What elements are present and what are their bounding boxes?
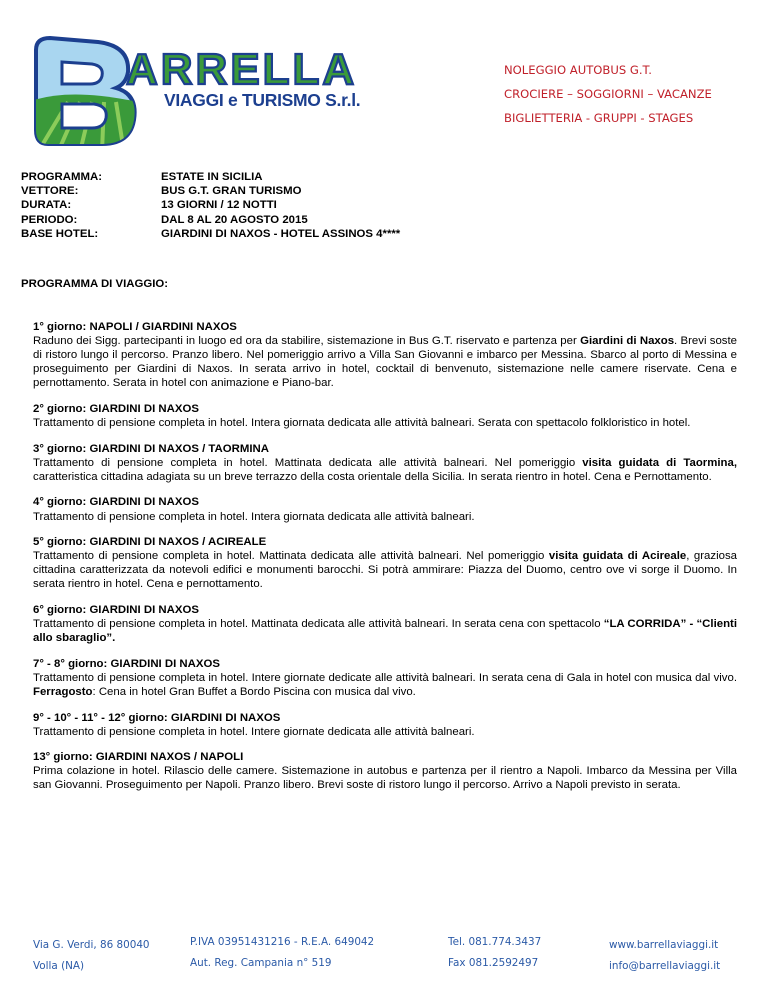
day-entry (33, 402, 737, 430)
day-description (33, 671, 737, 699)
day-text-segment: Raduno dei Sigg. partecipanti in luogo ed ora da stabilire, sistemazione in Bus G.T. riservato e partenza per (33, 335, 581, 348)
day-highlight: Giardini di Naxos (580, 335, 675, 348)
day-highlight: visita guidata di Acireale (548, 550, 687, 563)
email-link[interactable]: info@barrellaviaggi.it (609, 960, 721, 972)
registration-text: Aut. Reg. Campania n° 519 (190, 957, 332, 969)
footer-phone (448, 932, 541, 974)
info-key: PERIODO: (21, 213, 78, 226)
program-info (21, 170, 400, 241)
day-entry (33, 657, 737, 699)
day-title: 13° giorno: GIARDINI NAXOS / NAPOLI (33, 751, 244, 764)
info-key: VETTORE: (21, 185, 79, 198)
logo-subtitle: VIAGGI e TURISMO S.r.l. (164, 90, 361, 110)
address-line: Volla (NA) (33, 960, 85, 972)
day-entry (33, 603, 737, 645)
day-text-segment: Trattamento di pensione completa in hotel. Intera giornata dedicata alle attività balneari. (33, 510, 475, 523)
day-title: 1° giorno: NAPOLI / GIARDINI NAXOS (33, 321, 237, 333)
address-line: Via G. Verdi, 86 80040 (33, 939, 150, 951)
info-row (21, 184, 400, 198)
info-value: ESTATE IN SICILIA (161, 171, 263, 183)
day-text-segment: , graziosa cittadina caratterizzata da notevoli edifici e monumenti barocchi. Si potrà ammirare: Piazza del Duomo, centro ove vi sorge il Duomo. In serata rientro in hotel. Cena e pernottamento. (33, 550, 737, 591)
info-value: GIARDINI DI NAXOS - HOTEL ASSINOS 4**** (161, 227, 401, 240)
day-description (33, 764, 737, 792)
services-list (504, 58, 712, 130)
itinerary (33, 320, 737, 804)
day-entry (33, 442, 737, 484)
day-highlight: visita guidata di Taormina, (582, 456, 737, 469)
info-row (21, 213, 400, 227)
footer-company-ids (190, 932, 374, 974)
info-key: PROGRAMMA: (21, 171, 102, 183)
day-title: 4° giorno: GIARDINI DI NAXOS (33, 496, 199, 509)
day-description (33, 617, 737, 645)
day-title: 6° giorno: GIARDINI DI NAXOS (33, 604, 199, 616)
day-entry (33, 535, 737, 591)
day-description (33, 416, 737, 430)
day-description (33, 725, 737, 739)
day-text-segment: Trattamento di pensione completa in hotel. Mattinata dedicata alle attività balneari. Nel pomeriggio (33, 550, 549, 563)
day-text-segment: Trattamento di pensione completa in hotel. Mattinata dedicata alle attività balneari. Nel pomeriggio (33, 456, 583, 469)
day-entry (33, 495, 737, 523)
info-row (21, 170, 400, 184)
day-description (33, 510, 737, 524)
info-row (21, 198, 400, 212)
info-row (21, 227, 400, 241)
info-value: DAL 8 AL 20 AGOSTO 2015 (161, 213, 308, 226)
day-title: 5° giorno: GIARDINI DI NAXOS / ACIREALE (33, 536, 267, 549)
day-entry (33, 711, 737, 739)
website-link[interactable]: www.barrellaviaggi.it (609, 939, 719, 951)
logo-wordmark: ARRELLA (126, 45, 358, 94)
info-key: BASE HOTEL: (21, 227, 99, 240)
info-key: DURATA: (21, 199, 72, 212)
footer-web (609, 935, 720, 977)
day-text-segment: . Brevi soste di ristoro lungo il percorso. Pranzo libero. Nel pomeriggio arrivo a Villa San Giovanni e imbarco per Messina. Sbarco al porto di Messina e proseguimento per Giardini di Naxos. In serata arrivo in hotel, cocktail di benvenuto, sistemazione nelle camere riservate. Cena e pernottamento. Serata in hotel con animazione e Piano-bar. (33, 335, 738, 390)
piva-text: P.IVA 03951431216 - R.E.A. 649042 (190, 936, 375, 948)
service-line: NOLEGGIO AUTOBUS G.T. (504, 63, 652, 77)
day-text-segment: Trattamento di pensione completa in hotel. Intere giornate dedicata alle attività balneari. (33, 725, 475, 738)
footer-address (33, 935, 150, 977)
day-highlight: “LA CORRIDA” - “Clienti allo sbaraglio”. (33, 618, 737, 645)
day-highlight: Ferragosto (33, 685, 93, 698)
day-description (33, 334, 737, 390)
day-title: 9° - 10° - 11° - 12° giorno: GIARDINI DI NAXOS (33, 711, 281, 724)
day-text-segment: : Cena in hotel Gran Buffet a Bordo Piscina con musica dal vivo. (92, 685, 416, 698)
day-text-segment: Trattamento di pensione completa in hotel. Intera giornata dedicata alle attività balneari. Serata con spettacolo folkloristico in hotel. (33, 417, 691, 430)
section-title: PROGRAMMA DI VIAGGIO: (21, 278, 169, 290)
day-title: 7° - 8° giorno: GIARDINI DI NAXOS (33, 657, 220, 670)
service-line: BIGLIETTERIA - GRUPPI - STAGES (504, 111, 694, 125)
service-line: CROCIERE – SOGGIORNI – VACANZE (504, 87, 712, 101)
day-text-segment: Trattamento di pensione completa in hotel. Intere giornate dedicate alle attività balneari. In serata cena di Gala in hotel con musica dal vivo. (33, 671, 737, 684)
info-value: BUS G.T. GRAN TURISMO (161, 185, 302, 198)
info-value: 13 GIORNI / 12 NOTTI (161, 199, 277, 212)
day-text-segment: Trattamento di pensione completa in hotel. Mattinata dedicata alle attività balneari. In serata cena con spettacolo (33, 618, 604, 631)
day-entry (33, 320, 737, 390)
day-entry (33, 750, 737, 792)
day-description (33, 456, 737, 484)
day-title: 2° giorno: GIARDINI DI NAXOS (33, 402, 199, 415)
day-description (33, 549, 737, 591)
fax-text: Fax 081.2592497 (448, 957, 539, 969)
day-text-segment: caratteristica cittadina adagiata su un breve terrazzo della costa orientale della Sicilia. In serata rientro in hotel. Cena e Pernottamento. (33, 470, 712, 483)
day-title: 3° giorno: GIARDINI DI NAXOS / TAORMINA (33, 442, 269, 455)
phone-text: Tel. 081.774.3437 (448, 936, 542, 948)
day-text-segment: Prima colazione in hotel. Rilascio delle camere. Sistemazione in autobus e partenza per il rientro a Napoli. Imbarco da Messina per Villa san Giovanni. Proseguimento per Napoli. Pranzo libero. Brevi soste di ristoro lungo il percorso. Arrivo a Napoli previsto in serata. (33, 765, 737, 792)
